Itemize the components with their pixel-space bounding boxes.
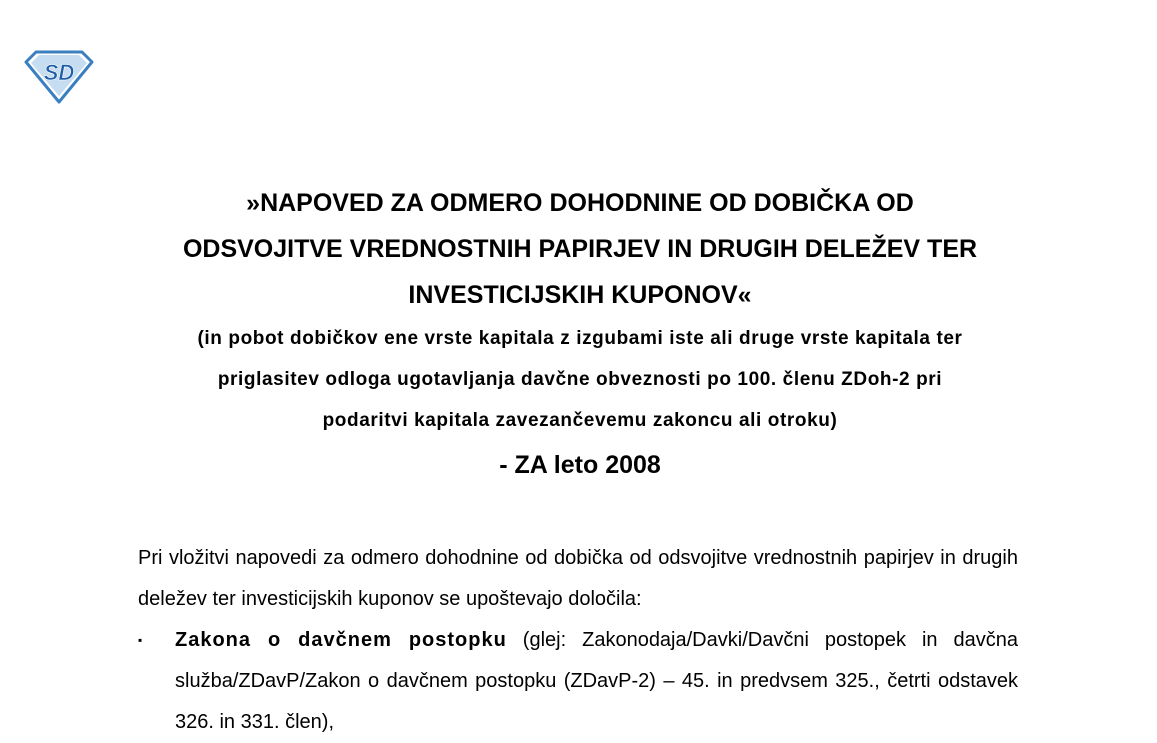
title-line-1: »NAPOVED ZA ODMERO DOHODNINE OD DOBIČKA OD — [246, 189, 914, 217]
intro-paragraph: Pri vložitvi napovedi za odmero dohodnine od dobička od odsvojitve vrednostnih papirjev in drugih deležev ter investicijskih kuponov se upoštevajo določila: — [138, 547, 1018, 610]
sd-shield-logo-icon — [22, 50, 96, 104]
title-line-2: ODSVOJITVE VREDNOSTNIH PAPIRJEV IN DRUGIH DELEŽEV TER — [182, 235, 978, 263]
logo-text: SD — [43, 60, 75, 85]
list-item-text: (glej: Zakonodaja/Davki/Davčni postopek in davčna služba/ZDavP/Zakon o davčnem postopku (ZDavP-2) – 45. in predvsem 325., četrti odstavek 326. in 331. člen), — [175, 629, 1018, 733]
document-header — [120, 180, 1040, 487]
bullet-square-icon: ▪ — [138, 633, 143, 647]
subtitle-line-2: priglasitev odloga ugotavljanja davčne obveznosti po 100. členu ZDoh-2 pri — [217, 369, 943, 390]
year-heading: - ZA leto 2008 — [499, 451, 661, 479]
list-item-bold-title: Zakona o davčnem postopku — [175, 629, 507, 651]
subtitle-line-1: (in pobot dobičkov ene vrste kapitala z izgubami iste ali druge vrste kapitala ter — [197, 328, 963, 349]
subtitle-line-3: podaritvi kapitala zavezančevemu zakoncu ali otroku) — [322, 410, 838, 431]
list-item — [138, 620, 1018, 743]
document-body — [138, 538, 1018, 743]
title-line-3: INVESTICIJSKIH KUPONOV« — [408, 281, 752, 309]
